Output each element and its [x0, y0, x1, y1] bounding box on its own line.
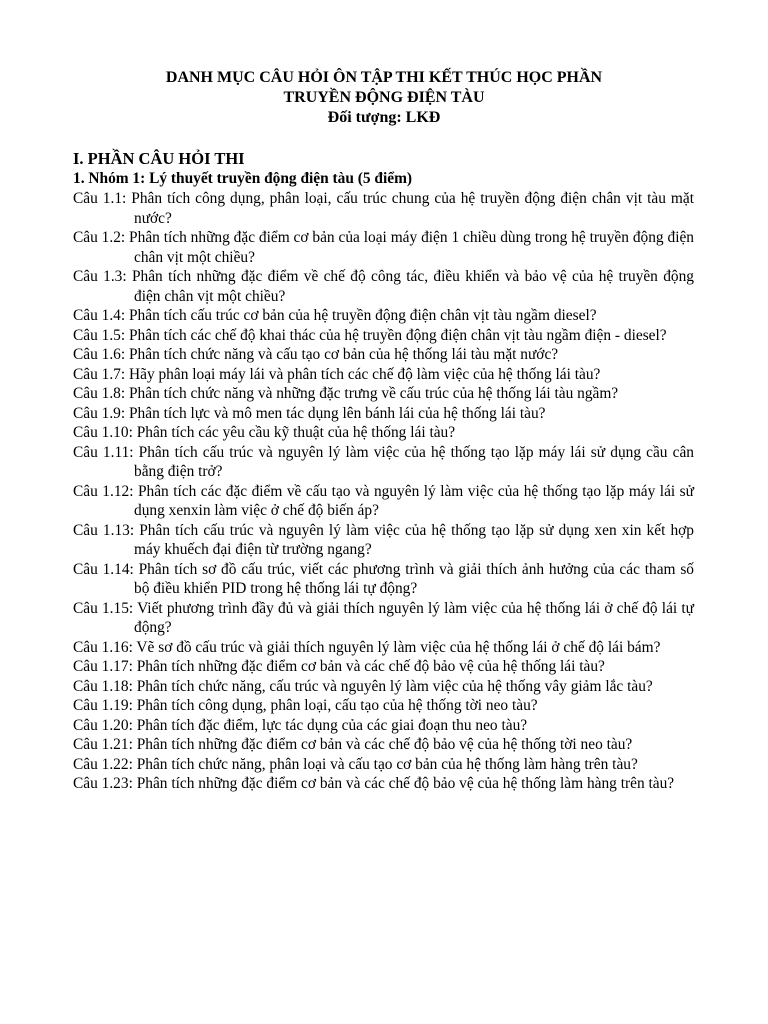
- question-item: Câu 1.23: Phân tích những đặc điểm cơ bản và các chế độ bảo vệ của hệ thống làm hàng trên tàu?: [73, 775, 675, 792]
- question-item: Câu 1.2: Phân tích những đặc điểm cơ bản của loại máy điện 1 chiều dùng trong hệ truyền động điện chân vịt một chiều?: [73, 229, 694, 266]
- document-content: [73, 148, 694, 794]
- question-item: Câu 1.11: Phân tích cấu trúc và nguyên lý làm việc của hệ thống tạo lặp máy lái sử dụng cầu cân bằng điện trở?: [73, 443, 694, 480]
- question-item: Câu 1.1: Phân tích công dụng, phân loại, cấu trúc chung của hệ truyền động điện chân vịt tàu mặt nước?: [73, 190, 694, 227]
- question-list: [73, 189, 694, 794]
- question-item: Câu 1.3: Phân tích những đặc điểm về chế độ công tác, điều khiển và bảo vệ của hệ truyền động điện chân vịt một chiều?: [73, 268, 694, 305]
- question-item: Câu 1.8: Phân tích chức năng và những đặc trưng về cấu trúc của hệ thống lái tàu ngầm?: [73, 385, 619, 402]
- document-title-line2: TRUYỀN ĐỘNG ĐIỆN TÀU: [283, 89, 485, 106]
- document-title-line1: DANH MỤC CÂU HỎI ÔN TẬP THI KẾT THÚC HỌC PHẦN: [165, 69, 603, 86]
- question-item: Câu 1.18: Phân tích chức năng, cấu trúc và nguyên lý làm việc của hệ thống vây giảm lắc tàu?: [73, 677, 653, 695]
- question-item: Câu 1.9: Phân tích lực và mô men tác dụng lên bánh lái của hệ thống lái tàu?: [73, 404, 546, 422]
- question-item: Câu 1.15: Viết phương trình đầy đủ và giải thích nguyên lý làm việc của hệ thống lái ở chế độ lái tự động?: [73, 599, 694, 636]
- question-item: Câu 1.12: Phân tích các đặc điểm về cấu tạo và nguyên lý làm việc của hệ thống tạo lặp máy lái sử dụng xenxin làm việc ở chế độ biến áp?: [73, 482, 694, 519]
- question-item: Câu 1.17: Phân tích những đặc điểm cơ bản và các chế độ bảo vệ của hệ thống lái tàu?: [73, 658, 605, 675]
- question-item: Câu 1.19: Phân tích công dụng, phân loại, cấu tạo của hệ thống tời neo tàu?: [73, 697, 538, 714]
- group-title: 1. Nhóm 1: Lý thuyết truyền động điện tàu (5 điểm): [73, 170, 413, 187]
- question-item: Câu 1.10: Phân tích các yêu cầu kỹ thuật của hệ thống lái tàu?: [73, 424, 456, 441]
- question-item: Câu 1.5: Phân tích các chế độ khai thác của hệ truyền động điện chân vịt tàu ngầm điện - diesel?: [73, 326, 667, 344]
- question-item: Câu 1.6: Phân tích chức năng và cấu tạo cơ bản của hệ thống lái tàu mặt nước?: [73, 346, 559, 363]
- question-item: Câu 1.7: Hãy phân loại máy lái và phân tích các chế độ làm việc của hệ thống lái tàu?: [73, 365, 601, 383]
- question-item: Câu 1.20: Phân tích đặc điểm, lực tác dụng của các giai đoạn thu neo tàu?: [73, 716, 528, 734]
- question-item: Câu 1.22: Phân tích chức năng, phân loại và cấu tạo cơ bản của hệ thống làm hàng trên tàu?: [73, 755, 638, 773]
- document-header: [0, 68, 768, 128]
- question-item: Câu 1.13: Phân tích cấu trúc và nguyên lý làm việc của hệ thống tạo lặp sử dụng xen xin kết hợp máy khuếch đại điện từ trường ngang?: [73, 521, 694, 558]
- section-title: I. PHẦN CÂU HỎI THI: [73, 149, 245, 168]
- question-item: Câu 1.16: Vẽ sơ đồ cấu trúc và giải thích nguyên lý làm việc của hệ thống lái ở chế độ lái bám?: [73, 638, 661, 656]
- question-item: Câu 1.4: Phân tích cấu trúc cơ bản của hệ truyền động điện chân vịt tàu ngầm diesel?: [73, 307, 597, 324]
- document-audience: Đối tượng: LKĐ: [327, 109, 441, 126]
- question-item: Câu 1.21: Phân tích những đặc điểm cơ bản và các chế độ bảo vệ của hệ thống tời neo tàu?: [73, 736, 633, 753]
- question-item: Câu 1.14: Phân tích sơ đồ cấu trúc, viết các phương trình và giải thích ảnh hưởng của các tham số bộ điều khiển PID trong hệ thống lái tự động?: [73, 560, 694, 597]
